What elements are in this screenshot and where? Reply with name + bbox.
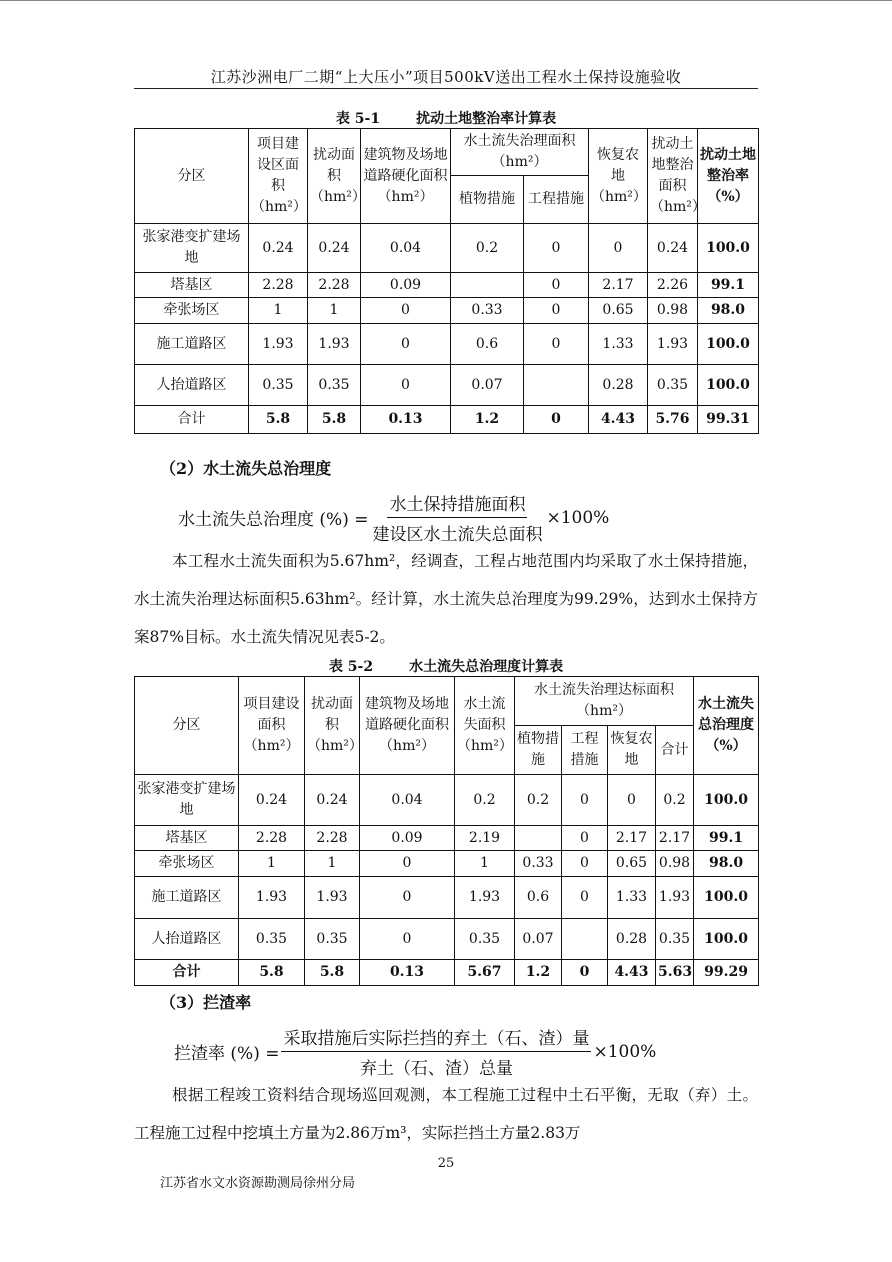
t2-cell: 0 — [562, 960, 608, 986]
t1-cell: 5.8 — [249, 406, 308, 434]
t1-cell: 0.35 — [249, 365, 308, 406]
table-row — [135, 851, 759, 877]
t1-cell: 0 — [524, 224, 589, 273]
t2-cell: 0.24 — [305, 775, 360, 826]
t2-cell: 2.17 — [608, 826, 656, 851]
t2-cell: 1.2 — [515, 960, 562, 986]
t2-cell: 1.33 — [608, 877, 656, 919]
t1-cell: 1 — [249, 298, 308, 324]
t2-cell — [515, 826, 562, 851]
t1-cell: 0 — [524, 273, 589, 298]
t2-cell: 0 — [562, 775, 608, 826]
t2-cell: 0 — [360, 877, 455, 919]
t1-cell-rate: 98.0 — [698, 298, 759, 324]
t1-cell: 张家港变扩建场地 — [135, 224, 249, 273]
t1-header-zone: 分区 — [135, 129, 249, 224]
table-total-row — [135, 406, 759, 434]
t2-cell: 0.35 — [656, 919, 694, 960]
t2-cell: 0.04 — [360, 775, 455, 826]
t2-cell: 0.2 — [656, 775, 694, 826]
t2-cell: 5.8 — [305, 960, 360, 986]
t2-cell: 1.93 — [305, 877, 360, 919]
t2-cell: 0 — [360, 919, 455, 960]
t2-cell: 塔基区 — [135, 826, 239, 851]
t2-cell: 5.67 — [455, 960, 515, 986]
t2-cell: 0 — [562, 851, 608, 877]
t1-header-build-area: 项目建设区面积（hm²） — [249, 129, 308, 224]
formula-numerator: 水土保持措施面积 — [387, 490, 527, 518]
t2-header-rate: 水土流失总治理度（%） — [694, 677, 759, 775]
t1-header-engineering: 工程措施 — [524, 176, 589, 224]
t1-cell: 0 — [589, 224, 648, 273]
t2-cell: 1 — [239, 851, 305, 877]
t2-cell: 0 — [562, 877, 608, 919]
t2-cell: 2.28 — [239, 826, 305, 851]
t1-cell: 0.35 — [648, 365, 698, 406]
t2-cell: 0.98 — [656, 851, 694, 877]
t1-header-plant: 植物措施 — [451, 176, 524, 224]
t1-cell: 2.28 — [308, 273, 361, 298]
t1-cell: 5.76 — [648, 406, 698, 434]
t2-cell: 1 — [305, 851, 360, 877]
t2-cell: 0.28 — [608, 919, 656, 960]
t2-cell: 5.8 — [239, 960, 305, 986]
t2-header-plant: 植物措施 — [515, 726, 562, 775]
t1-cell: 0 — [524, 406, 589, 434]
formula-denominator: 建设区水土流失总面积 — [372, 525, 543, 545]
t2-cell: 人抬道路区 — [135, 919, 239, 960]
t2-cell — [562, 919, 608, 960]
t2-cell: 1.93 — [656, 877, 694, 919]
t1-cell: 0 — [524, 298, 589, 324]
t1-cell: 0.09 — [361, 273, 451, 298]
t1-cell: 人抬道路区 — [135, 365, 249, 406]
section-2-paragraph: 本工程水土流失面积为5.67hm²，经调查，工程占地范围内均采取了水土保持措施，水土流失治理达标面积5.63hm²。经计算，水土流失总治理度为99.29%，达到水土保持方案87%目标。水土流失情况见表5-2。 — [134, 552, 758, 646]
t2-cell: 0.2 — [455, 775, 515, 826]
t2-cell: 4.43 — [608, 960, 656, 986]
table-row — [135, 775, 759, 826]
t2-total-label: 合计 — [135, 960, 239, 986]
t1-cell: 0.24 — [249, 224, 308, 273]
t1-cell: 2.26 — [648, 273, 698, 298]
t1-cell: 0.33 — [451, 298, 524, 324]
formula-slag-rate — [174, 1024, 656, 1079]
t1-total-label: 合计 — [135, 406, 249, 434]
t1-cell-rate: 100.0 — [698, 224, 759, 273]
section-3-paragraph: 根据工程竣工资料结合现场巡回观测，本工程施工过程中土石平衡，无取（弃）土。工程施工过程中挖填土方量为2.86万m³，实际拦挡土方量2.83万 — [134, 1086, 758, 1142]
t1-cell: 0.65 — [589, 298, 648, 324]
t1-cell: 1.93 — [308, 324, 361, 365]
table2-caption-title: 水土流失总治理度计算表 — [409, 659, 564, 675]
formula-left: 拦渣率 (%) = — [174, 1044, 280, 1064]
t2-cell: 0.35 — [305, 919, 360, 960]
t1-cell: 5.8 — [308, 406, 361, 434]
table-row — [135, 365, 759, 406]
t1-cell: 0.6 — [451, 324, 524, 365]
t2-cell-rate: 100.0 — [694, 775, 759, 826]
t2-cell-rate: 100.0 — [694, 877, 759, 919]
t1-cell — [451, 273, 524, 298]
t1-cell: 1.2 — [451, 406, 524, 434]
t2-cell: 2.28 — [305, 826, 360, 851]
formula-fraction — [370, 490, 544, 545]
document-footer: 江苏省水文水资源勘测局徐州分局 — [160, 1176, 356, 1191]
t1-cell: 0.07 — [451, 365, 524, 406]
t2-cell: 牵张场区 — [135, 851, 239, 877]
t2-cell: 2.17 — [656, 826, 694, 851]
t2-cell-rate: 98.0 — [694, 851, 759, 877]
t2-cell: 0 — [360, 851, 455, 877]
t2-header-loss-area: 水土流失面积（hm²） — [455, 677, 515, 775]
t1-cell-rate: 99.31 — [698, 406, 759, 434]
formula-numerator: 采取措施后实际拦挡的弃土（石、渣）量 — [281, 1024, 591, 1052]
t1-header-rate: 扰动土地整治率（%） — [698, 129, 759, 224]
t1-cell: 2.28 — [249, 273, 308, 298]
t1-cell-rate: 99.1 — [698, 273, 759, 298]
t1-cell: 0.24 — [308, 224, 361, 273]
t2-cell-rate: 99.29 — [694, 960, 759, 986]
t1-cell: 1.33 — [589, 324, 648, 365]
t2-cell: 1.93 — [239, 877, 305, 919]
t1-header-restore: 恢复农地（hm²） — [589, 129, 648, 224]
t2-cell: 0.6 — [515, 877, 562, 919]
formula-right: ×100% — [593, 1041, 657, 1062]
t2-cell: 0 — [562, 826, 608, 851]
table1-caption-title: 扰动土地整治率计算表 — [416, 111, 557, 127]
t2-header-build-area: 项目建设面积（hm²） — [239, 677, 305, 775]
t2-header-control-group: 水土流失治理达标面积（hm²） — [515, 677, 694, 726]
t2-cell: 0.35 — [455, 919, 515, 960]
t2-cell: 0.35 — [239, 919, 305, 960]
table-row — [135, 826, 759, 851]
t1-cell: 4.43 — [589, 406, 648, 434]
t1-cell: 0.2 — [451, 224, 524, 273]
document-header: 江苏沙洲电厂二期“上大压小”项目500kV送出工程水土保持设施验收 — [210, 68, 682, 86]
t1-header-remediate: 扰动土地整治面积（hm²） — [648, 129, 698, 224]
t1-cell: 0 — [361, 365, 451, 406]
t1-cell: 1.93 — [648, 324, 698, 365]
t1-cell: 0.13 — [361, 406, 451, 434]
t2-header-restore: 恢复农地 — [608, 726, 656, 775]
t1-cell: 0.98 — [648, 298, 698, 324]
table2-caption-number: 表 5-2 — [328, 659, 374, 675]
t1-cell: 1.93 — [249, 324, 308, 365]
section-3-title: （3）拦渣率 — [160, 993, 252, 1012]
t2-cell: 0.65 — [608, 851, 656, 877]
table1-caption — [134, 108, 758, 128]
t1-cell: 0.04 — [361, 224, 451, 273]
table-row — [135, 298, 759, 324]
table2-caption — [134, 656, 758, 676]
t2-cell: 0.09 — [360, 826, 455, 851]
t2-cell: 0.07 — [515, 919, 562, 960]
t2-cell: 0.13 — [360, 960, 455, 986]
t2-cell-rate: 100.0 — [694, 919, 759, 960]
t2-cell: 0 — [608, 775, 656, 826]
t1-header-hard-area: 建筑物及场地道路硬化面积（hm²） — [361, 129, 451, 224]
t1-header-disturb-area: 扰动面积（hm²） — [308, 129, 361, 224]
t2-cell: 1.93 — [455, 877, 515, 919]
t1-cell: 施工道路区 — [135, 324, 249, 365]
t2-cell: 5.63 — [656, 960, 694, 986]
t1-cell — [524, 365, 589, 406]
table-row — [135, 224, 759, 273]
t1-cell-rate: 100.0 — [698, 324, 759, 365]
t1-cell: 1 — [308, 298, 361, 324]
t2-cell: 施工道路区 — [135, 877, 239, 919]
t1-cell: 0 — [524, 324, 589, 365]
header-rule — [134, 88, 758, 89]
t1-cell-rate: 100.0 — [698, 365, 759, 406]
t2-cell: 0.33 — [515, 851, 562, 877]
formula-right: ×100% — [546, 507, 610, 528]
t1-cell: 牵张场区 — [135, 298, 249, 324]
table-total-row — [135, 960, 759, 986]
formula-denominator: 弃土（石、渣）总量 — [359, 1059, 513, 1079]
formula-total-control — [178, 490, 609, 545]
t2-header-hard-area: 建筑物及场地道路硬化面积（hm²） — [360, 677, 455, 775]
top-border — [0, 0, 892, 1]
t1-cell: 0 — [361, 324, 451, 365]
page-number: 25 — [437, 1156, 455, 1171]
t1-cell: 0.28 — [589, 365, 648, 406]
table1-caption-number: 表 5-1 — [335, 111, 381, 127]
table-row — [135, 324, 759, 365]
table-row — [135, 273, 759, 298]
t2-cell-rate: 99.1 — [694, 826, 759, 851]
t1-cell: 塔基区 — [135, 273, 249, 298]
table-row — [135, 919, 759, 960]
t1-cell: 0.24 — [648, 224, 698, 273]
table-5-1 — [134, 128, 759, 434]
t2-cell: 张家港变扩建场地 — [135, 775, 239, 826]
t2-cell: 2.19 — [455, 826, 515, 851]
t2-header-engineering: 工程措施 — [562, 726, 608, 775]
formula-fraction — [281, 1024, 591, 1079]
t1-cell: 0.35 — [308, 365, 361, 406]
t1-cell: 0 — [361, 298, 451, 324]
t1-header-control-group: 水土流失治理面积（hm²） — [451, 129, 589, 176]
t2-header-disturb-area: 扰动面积（hm²） — [305, 677, 360, 775]
formula-left: 水土流失总治理度 (%) = — [178, 510, 369, 530]
t1-cell: 2.17 — [589, 273, 648, 298]
t2-header-total: 合计 — [656, 726, 694, 775]
t2-cell: 1 — [455, 851, 515, 877]
t2-cell: 0.2 — [515, 775, 562, 826]
t2-cell: 0.24 — [239, 775, 305, 826]
table-5-2 — [134, 676, 759, 986]
section-2-title: （2）水土流失总治理度 — [160, 459, 332, 478]
t2-header-zone: 分区 — [135, 677, 239, 775]
table-row — [135, 877, 759, 919]
